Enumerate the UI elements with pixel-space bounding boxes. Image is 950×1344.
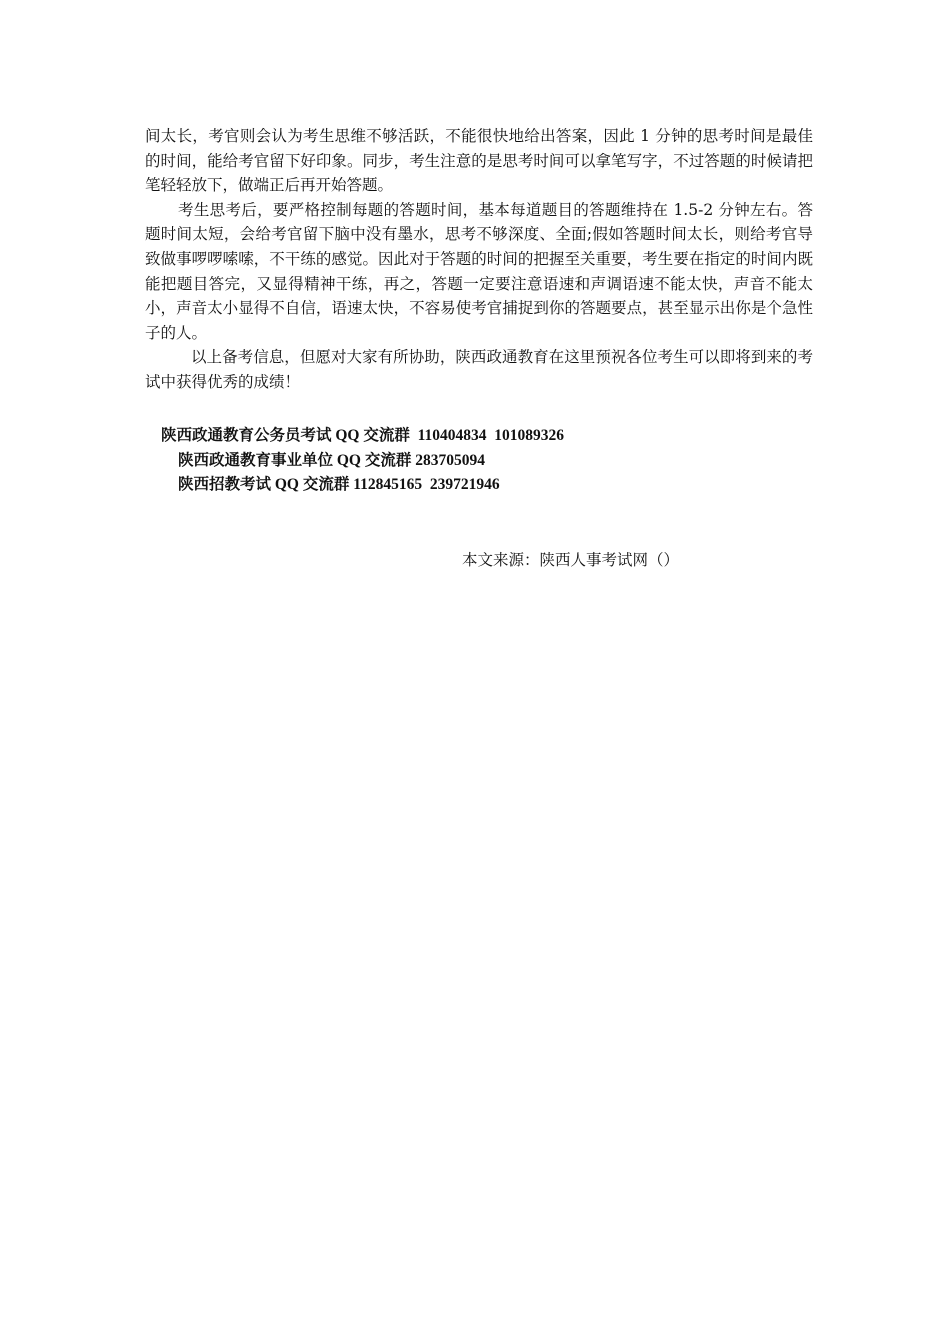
paragraph-closing: 以上备考信息，但愿对大家有所协助，陕西政通教育在这里预祝各位考生可以即将到来的考试中获得优秀的成绩！ [145, 348, 813, 391]
qq-group-public-institution: 陕西政通教育事业单位 QQ 交流群 283705094 [178, 451, 485, 469]
paragraph-thinking-time: 间太长，考官则会认为考生思维不够活跃，不能很快地给出答案，因此 1 分钟的思考时间是最佳的时间，能给考官留下好印象。同步，考生注意的是思考时间可以拿笔写字，不过答题的时候请把笔轻轻放下，做端正后再开始答题。 [145, 127, 813, 195]
qq-group-list [145, 424, 813, 498]
paragraph-answer-time: 考生思考后，要严格控制每题的答题时间，基本每道题目的答题维持在 1.5-2 分钟左右。答题时间太短，会给考官留下脑中没有墨水，思考不够深度、全面;假如答题时间太长，则给考官导致做事啰啰嗦嗦，不干练的感觉。因此对于答题的时间的把握至关重要，考生要在指定的时间内既能把题目答完，又显得精神干练，再之，答题一定要注意语速和声调语速不能太快，声音不能太小，声音太小显得不自信，语速太快，不容易使考官捕捉到你的答题要点，甚至显示出你是个急性子的人。 [145, 200, 813, 342]
qq-group-teacher-exam: 陕西招教考试 QQ 交流群 112845165 239721946 [178, 476, 500, 494]
article-source: 本文来源：陕西人事考试网（） [462, 551, 680, 569]
qq-group-civil-service: 陕西政通教育公务员考试 QQ 交流群 110404834 101089326 [161, 427, 565, 444]
article-body [145, 124, 813, 395]
